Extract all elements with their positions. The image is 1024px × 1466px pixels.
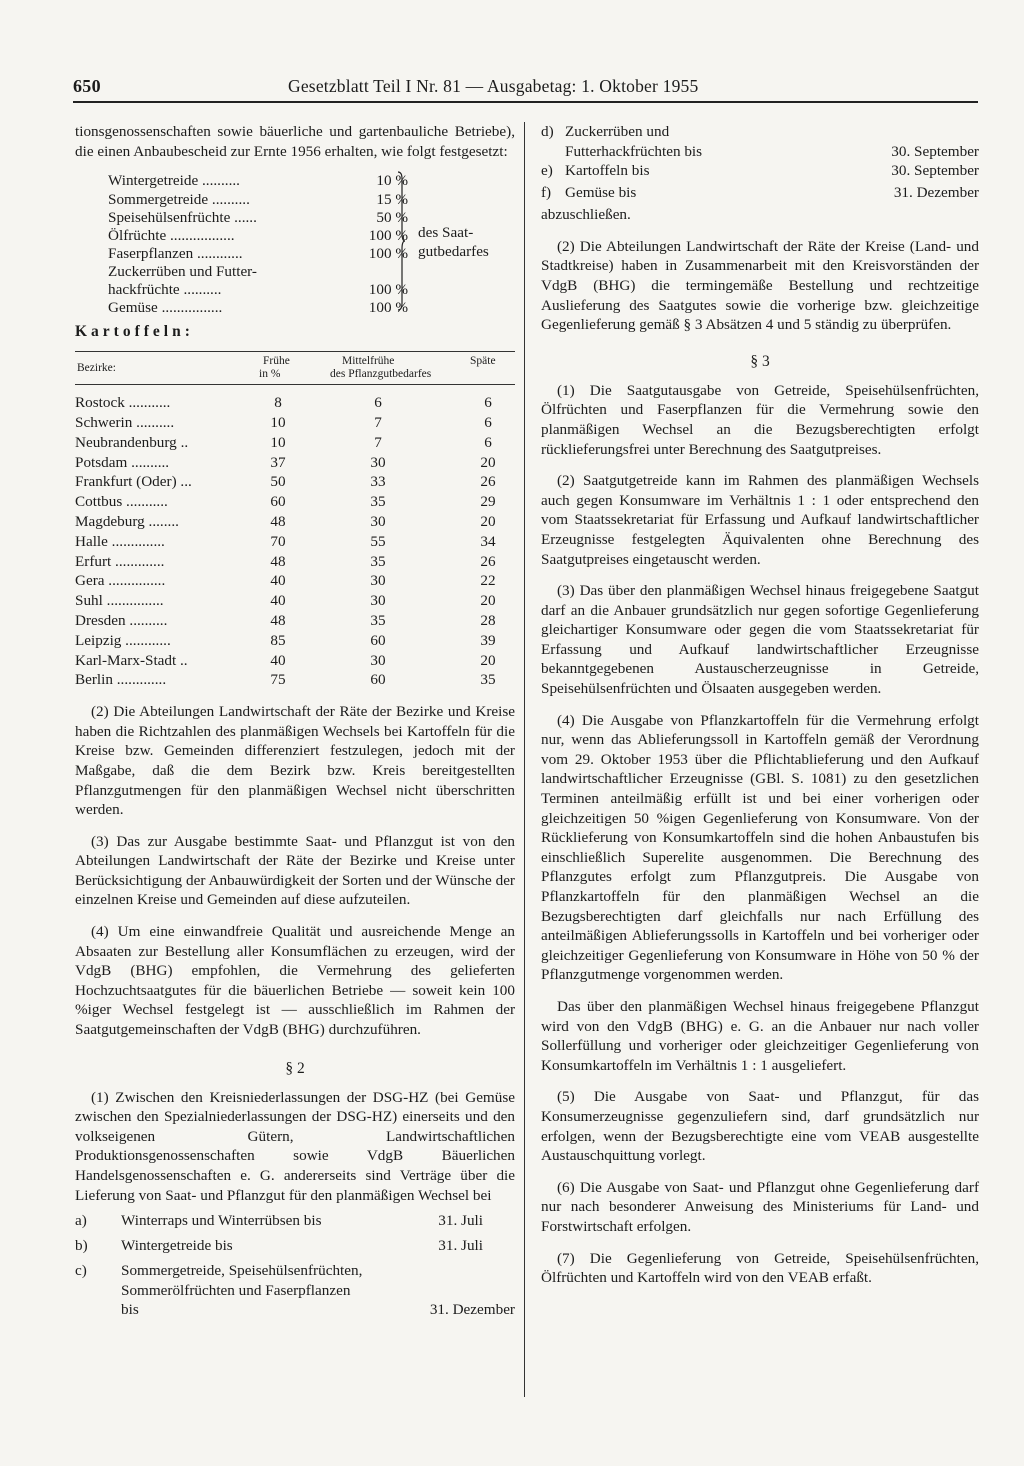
section-3-paragraph-1: (1) Die Saatgutausgabe von Getreide, Speisehülsenfrüchten, Ölfrüchten und Faserpflanzen für die Vermehrung sowie den planmäßigen Wechsel an die Bezugsberechtigten erfolgt rücklieferungsfrei unter Berechnung des Saatgutpreises.	[541, 381, 979, 458]
percent-list: Wintergetreide .......... 10 % Sommergetreide .......... 15 % Speisehülsenfrüchte ...... 50 % Ölfrüchte ................. 100 % Faserpflanzen ............ 100 % Zuckerrüben und Futter- hackfrüchte .......... 100 % Gemüse ................ 100 % des Saat- gutbedarfes	[108, 172, 489, 317]
header-des-pflanzgut: des Pflanzgutbedarfes	[330, 368, 432, 381]
list-item: b) Wintergetreide bis 31. Juli	[75, 1237, 483, 1255]
kartoffeln-table	[75, 351, 515, 690]
header-spaete: Späte	[470, 355, 496, 368]
section-3-paragraph-2: (2) Saatgutgetreide kann im Rahmen des planmäßigen Wechsels auch gegen Konsumware im Verhältnis 1 : 1 oder entsprechend den vom Staatssekretariat für Erfassung und Aufkauf landwirtschaftlicher Erzeugnisse festgelegten Äquivalenten ohne Berechnung des Saatgutpreises eingetauscht werden.	[541, 472, 979, 568]
table-row: Frankfurt (Oder) ... 50 33 26	[75, 473, 496, 491]
paragraph-2: (2) Die Abteilungen Landwirtschaft der Räte der Bezirke und Kreise haben die Richtzahlen des planmäßigen Wechsels bei Kartoffeln für die Kreise bzw. Gemeinden differenziert festzulegen, jedoch mit der Maßgabe, daß die dem Bezirk bzw. Kreis bereitgestellten Pflanzgutmengen für den planmäßigen Wechsel nicht überschritten werden.	[75, 703, 515, 819]
abzuschliessen-text: abzuschließen.	[541, 206, 631, 224]
section-heading-3: § 3	[750, 352, 770, 370]
section-3-paragraph-4: (4) Die Ausgabe von Pflanzkartoffeln für die Vermehrung erfolgt nur, wenn das Ablieferungssoll in Kartoffeln gemäß der Verordnung vom 29. Oktober 1953 über die Pflichtablieferung und den Aufkauf landwirtschaftlicher Erzeugnisse (GBl. S. 1081) zu den gesetzlichen Terminen anteilmäßig erfüllt ist und bei einer vorherigen oder gleichzeitigen 50 %igen Gegenlieferung von Konsumware. Von der Rücklieferung von Konsumkartoffeln sind die hohen Anbaustufen bis einschließlich Superelite ausgenommen. Die Berechnung des Pflanzgutes erfolgt zum Pflanzgutpreis. Die Ausgabe von Pflanzkartoffeln für den planmäßigen Wechsel an die Bezugsberechtigten darf gleichfalls nur nach Erfüllung des anteilmäßigen Ablieferungssolls in Kartoffeln und bei vorheriger oder gleichzeitiger Gegenlieferung von Konsumware in Höhe von 50 % der Pflanzgutmenge vorgenommen werden.	[541, 711, 979, 984]
header-bezirke: Bezirke:	[77, 362, 116, 375]
section-3-paragraph-4b: Das über den planmäßigen Wechsel hinaus freigegebene Pflanzgut wird von den VdgB (BHG) e. G. an die Anbauer nur nach voller Sollerfüllung und vorheriger oder gleichzeitiger Gegenlieferung von Konsumkartoffeln im Verhältnis 1 : 1 ausgeliefert.	[541, 997, 979, 1074]
page-number: 650	[73, 76, 101, 96]
table-body	[75, 393, 515, 690]
date-list-continued	[541, 122, 979, 205]
header-mittelfruehe: Mittelfrühe	[342, 355, 395, 368]
table-row: Potsdam .......... 37 30 20	[75, 453, 496, 471]
left-column	[75, 122, 515, 1320]
running-head: Gesetzblatt Teil I Nr. 81 — Ausgabetag: 1. Oktober 1955	[288, 76, 699, 96]
right-column	[541, 122, 979, 1300]
list-item: e) Kartoffeln bis 30. September	[541, 162, 979, 180]
section-3-paragraph-3: (3) Das über den planmäßigen Wechsel hinaus freigegebene Saatgut darf an die Anbauer grundsätzlich nur gegen sofortige Gegenlieferung gleichartiger Konsumware oder gegen die vom Staatssekretariat für Erfassung und Aufkauf landwirtschaftlicher Erzeugnisse bekanntgegebenen Austauscherzeugnisse in Getreide, Speisehülsenfrüchten und Ölsaaten ausgegeben werden.	[541, 582, 979, 698]
intro-paragraph: tionsgenossenschaften sowie bäuerliche und gartenbauliche Betriebe), die einen Anbaubescheid zur Ernte 1956 erhalten, wie folgt festgesetzt:	[75, 123, 515, 160]
table-row: Halle .............. 70 55 34	[75, 532, 496, 550]
table-header	[75, 351, 515, 385]
table-row: Rostock ........... 8 6 6	[75, 394, 492, 412]
list-item: a) Winterraps und Winterrübsen bis 31. Juli	[75, 1212, 483, 1230]
table-row: Berlin ............. 75 60 35	[75, 671, 496, 689]
curly-brace-icon	[397, 171, 405, 311]
section-3-paragraph-7: (7) Die Gegenlieferung von Getreide, Speisehülsenfrüchten, Ölfrüchten und Kartoffeln wird von den VEAB erfaßt.	[541, 1249, 979, 1287]
right-paragraph-2: (2) Die Abteilungen Landwirtschaft der Räte der Kreise (Land- und Stadtkreise) haben in Zusammenarbeit mit den Kreisvorständen der VdgB (BHG) die termingemäße Bestellung und rechtzeitige Auslieferung des Saatgutes sowie die vorherige bzw. gleichzeitige Gegenlieferung gemäß § 3 Absätzen 4 und 5 ständig zu überprüfen.	[541, 237, 979, 334]
brace-label: des Saat- gutbedarfes	[418, 224, 489, 261]
table-row: Erfurt ............. 48 35 26	[75, 552, 496, 570]
date-list	[75, 1211, 515, 1320]
section-heading-2: § 2	[285, 1059, 305, 1077]
section-3-paragraph-5: (5) Die Ausgabe von Saat- und Pflanzgut, für das Konsumerzeugnisse gegenzuliefern sind, darf grundsätzlich nur erfolgen, wenn der Bezugsberechtigte eine vom VEAB ausgestellte Austauschquittung vorlegt.	[541, 1088, 979, 1165]
section-2-paragraph-1: (1) Zwischen den Kreisniederlassungen der DSG-HZ (bei Gemüse zwischen den Spezialniederlassungen der DSG-HZ) einerseits und den volkseigenen Gütern, Landwirtschaftlichen Produktionsgenossenschaften sowie VdgB Bäuerlichen Handelsgenossenschaften e. G. andererseits sind Verträge über die Lieferung von Saat- und Pflanzgut für den planmäßigen Wechsel bei	[75, 1088, 515, 1204]
header-fruehe: Frühe	[263, 355, 290, 368]
table-row: Leipzig ............ 85 60 39	[75, 631, 496, 649]
column-rule	[524, 122, 525, 1397]
table-row: Magdeburg ........ 48 30 20	[75, 512, 496, 530]
list-item: f) Gemüse bis 31. Dezember	[541, 184, 979, 202]
list-item: c) Sommergetreide, Speisehülsenfrüchten, Sommerölfrüchten und Faserpflanzen bis 31. Dezember	[75, 1262, 515, 1319]
table-row: Suhl ............... 40 30 20	[75, 592, 496, 610]
table-row: Schwerin .......... 10 7 6	[75, 413, 492, 431]
table-row: Cottbus ........... 60 35 29	[75, 493, 496, 511]
table-row: Dresden .......... 48 35 28	[75, 611, 496, 629]
kartoffeln-title: Kartoffeln:	[75, 323, 194, 341]
paragraph-4: (4) Um eine einwandfreie Qualität und ausreichende Menge an Absaaten zur Bestellung aller Konsumflächen zu erzeugen, wird der VdgB (BHG) empfohlen, die Vermehrung des gelieferten Hochzuchtsaatgutes für die bäuerlichen Betriebe — soweit kein 100 %iger Wechsel festgelegt ist — ausschließlich im Rahmen der Saatgutgemeinschaften der VdgB (BHG) durchzuführen.	[75, 923, 515, 1039]
header-rule	[73, 101, 978, 103]
table-row: Gera ............... 40 30 22	[75, 572, 496, 590]
table-row: Karl-Marx-Stadt .. 40 30 20	[75, 651, 496, 669]
section-3-paragraph-6: (6) Die Ausgabe von Saat- und Pflanzgut ohne Gegenlieferung darf nur nach besonderer Anweisung des Ministeriums für Land- und Forstwirtschaft erfolgen.	[541, 1178, 979, 1235]
header-in-pct: in %	[259, 368, 281, 381]
list-item: d) Zuckerrüben und Futterhackfrüchten bis 30. September	[541, 123, 979, 160]
page-header	[73, 76, 978, 104]
paragraph-3: (3) Das zur Ausgabe bestimmte Saat- und Pflanzgut ist von den Abteilungen Landwirtschaft der Räte der Bezirke und Kreise unter Berücksichtigung der Anbauwürdigkeit der Sorten und der Wünsche der einzelnen Kreise und Gemeinden auf diese aufzuteilen.	[75, 832, 515, 909]
table-row: Neubrandenburg .. 10 7 6	[75, 433, 492, 451]
